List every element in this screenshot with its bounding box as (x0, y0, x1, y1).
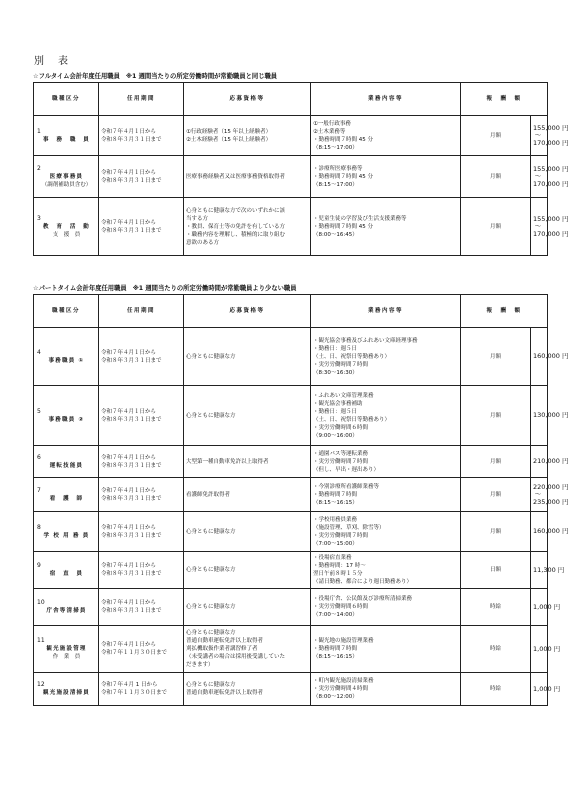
category-name: 事務職員 ② (48, 416, 85, 423)
header-category: 職種区分 (34, 83, 99, 116)
qualification-cell (184, 156, 311, 198)
period-line: 令和７年４月１日から (101, 219, 157, 226)
duty-line: ・勤務時間７時間 45 分 (313, 173, 373, 180)
qualification-cell (184, 589, 311, 626)
header-qualification: 応募資格等 (184, 295, 311, 328)
qualification-line: 心身ともに健康な方で次のいずれかに該 (186, 207, 286, 214)
duty-line: ②土木業務等 (313, 128, 346, 135)
qualification-line: ②土木経験者（15 年以上経験者） (186, 136, 272, 143)
category-name: 医療事務員 (49, 173, 84, 180)
header-pay: 報 酬 額 (461, 295, 548, 328)
category-cell (34, 156, 99, 198)
duties-cell (311, 626, 461, 673)
category-number: 4 (37, 348, 41, 356)
pay-type-cell: 月額 (461, 156, 531, 198)
pay-min: 130,000 円 (533, 411, 568, 420)
category-name: 庁舎等清掃員 (46, 608, 87, 614)
pay-range-tilde: ～ (534, 222, 542, 230)
duty-line: ・町内観光施設清掃業務 (313, 678, 374, 684)
page-title: 別 表 (34, 56, 70, 67)
qualification-cell (184, 328, 311, 386)
period-line: 令和７年４月１日から (101, 600, 157, 606)
duty-line: ・勤務時間７時間 45 分 (313, 223, 373, 230)
pay-min: 155,000 円 (533, 214, 568, 223)
period-line: 令和８年３月３１日まで (101, 416, 162, 423)
pay-min: 155,000 円 (533, 123, 568, 132)
duty-line: ・観光地の施設管理業務 (313, 638, 374, 644)
section-note: ※1 週間当たりの所定労働時間が常勤職員と同じ職員 (125, 73, 278, 80)
duty-line: ・勤務日：週５日 (313, 345, 358, 352)
duties-list (313, 595, 458, 619)
duty-line: ・ふれあい文庫管理業務 (313, 392, 374, 399)
pay-min: 220,000 円 (533, 482, 568, 491)
qualification-line: 心身ともに健康な方 (186, 412, 236, 419)
period-cell (99, 673, 184, 706)
period-cell (99, 156, 184, 198)
duty-line: （9:00～16:00） (313, 432, 358, 439)
duties-list (313, 215, 458, 239)
header-row (34, 83, 548, 116)
duty-line: （8:15～17:00） (313, 144, 358, 151)
pay-min: 155,000 円 (533, 164, 568, 173)
period-line: 令和８年３月３１日まで (101, 532, 162, 539)
pay-amount-cell (531, 589, 561, 626)
section-heading-parttime (33, 283, 297, 292)
duty-line: ・勤務時間：17 時～ (313, 563, 366, 569)
pay-min: 1,000 円 (533, 644, 561, 653)
duties-cell (311, 116, 461, 156)
category-subname: 作 業 員 (52, 654, 81, 660)
qualification-line: 心身ともに健康な方 (186, 353, 236, 360)
category-cell (34, 198, 99, 256)
category-number: 12 (37, 681, 45, 688)
period-line: 令和８年３月３１日まで (101, 462, 162, 469)
category-number: 5 (37, 407, 41, 415)
pay-amount-cell (531, 386, 568, 446)
category-number: 8 (37, 523, 41, 531)
duties-cell (311, 156, 461, 198)
qualification-line: 医療事務経験者又は医療事務資格取得者 (186, 173, 286, 180)
pay-range-tilde: ～ (534, 490, 542, 498)
header-qualification: 応募資格等 (184, 83, 311, 116)
pay-type-cell: 月額 (461, 478, 531, 512)
category-number: 11 (37, 637, 45, 644)
qualification-cell (184, 446, 311, 478)
pay-max: 170,000 円 (533, 180, 568, 188)
category-name: 運転技能員 (49, 462, 84, 469)
table-row (34, 328, 548, 386)
duties-list (313, 450, 458, 474)
qualification-line: 心身ともに健康な方 (186, 528, 236, 535)
duties-list (313, 165, 458, 189)
period-line: 令和７年４月１日から (101, 642, 157, 648)
table-row (34, 552, 548, 589)
duty-line: （土、日、祝祭日等勤務あり） (313, 416, 391, 423)
pay-min: 160,000 円 (533, 352, 568, 361)
duty-line: （請日勤務、都合により週日勤務あり） (313, 579, 413, 585)
period-line: 令和７年４月１日から (101, 408, 157, 415)
table-row (34, 589, 548, 626)
table-row (34, 673, 548, 706)
category-name: 事務職員 ① (48, 357, 85, 364)
pay-max: 170,000 円 (533, 139, 568, 147)
pay-range-tilde: ～ (534, 131, 542, 139)
table-row (34, 198, 548, 256)
pay-amount-cell (531, 626, 561, 673)
period-line: 令和７年４月１日から (101, 454, 157, 461)
duty-line: （8:00～16:45） (313, 231, 358, 238)
period-cell (99, 626, 184, 673)
period-line: 令和７年４月１日から (101, 563, 157, 569)
header-period: 任用期間 (99, 83, 184, 116)
duty-line: （8:15～16:15） (313, 499, 358, 506)
duties-list (313, 483, 458, 507)
period-cell (99, 446, 184, 478)
qualification-line: 当する方 (186, 215, 209, 222)
qualification-cell (184, 626, 311, 673)
duty-line: ①一般行政事務 (313, 120, 351, 127)
section-note: ※1 週間当たりの所定労働時間が常勤職員より少ない職員 (132, 285, 297, 292)
pay-type-cell: 時給 (461, 673, 531, 706)
qualification-line: 大型第一種自動車免許以上取得者 (186, 458, 269, 465)
period-line: 令和７年１１月３０日まで (101, 650, 168, 656)
duty-line: （7:00～15:00） (313, 540, 358, 547)
duties-cell (311, 552, 461, 589)
pay-max: 170,000 円 (533, 230, 568, 238)
category-number: 7 (37, 486, 41, 494)
duty-line: （8:30～16:30） (313, 369, 358, 376)
fulltime-table (33, 82, 568, 256)
period-line: 令和８年３月３１日まで (101, 227, 162, 234)
period-line: 令和８年３月３１日まで (101, 136, 162, 143)
table-row (34, 156, 548, 198)
pay-min: 1,000 円 (533, 684, 561, 693)
qualification-line: 心身ともに健康な方 (186, 630, 236, 636)
pay-amount-cell (531, 198, 568, 256)
duty-line: ・実労労働時間７時間 (313, 361, 369, 368)
duty-line: ・観光協会事務補助 (313, 400, 363, 407)
qualification-line: 心身ともに健康な方 (186, 567, 236, 573)
duty-line: ・勤務時間７時間 45 分 (313, 136, 373, 143)
duty-line: ・児童生徒の学習及び生活支援業務等 (313, 215, 407, 222)
duties-cell (311, 386, 461, 446)
category-cell (34, 626, 99, 673)
qualification-cell (184, 673, 311, 706)
recruitment-table (33, 294, 568, 706)
period-line: 令和８年３月３１日まで (101, 495, 162, 502)
pay-type-cell: 月額 (461, 512, 531, 552)
pay-amount-cell (531, 512, 568, 552)
period-line: 令和８年３月３１日まで (101, 608, 162, 614)
duties-cell (311, 446, 461, 478)
pay-amount-cell (531, 328, 568, 386)
duty-line: （但し、早出・遅出あり） (313, 466, 380, 473)
pay-min: 210,000 円 (533, 457, 568, 466)
duty-line: ・学校用務員業務 (313, 516, 358, 523)
pay-amount-cell (531, 156, 568, 198)
period-cell (99, 478, 184, 512)
category-name: 教 育 活 動 (43, 223, 90, 230)
qualification-line: 心身ともに健康な方 (186, 682, 236, 688)
category-cell (34, 589, 99, 626)
pay-type-cell: 月額 (461, 446, 531, 478)
duties-cell (311, 589, 461, 626)
pay-range-tilde: ～ (534, 172, 542, 180)
qualification-line: 意欲のある方 (186, 239, 220, 246)
pay-amount-cell (531, 673, 561, 706)
duties-list (313, 554, 458, 586)
qualification-cell (184, 512, 311, 552)
qualification-line: ・教員、保育士等の免許を有している方 (186, 223, 286, 230)
period-line: 令和７年４月 1 日から (101, 682, 158, 688)
category-cell (34, 328, 99, 386)
duty-line: ・役場宿直業務 (313, 555, 352, 561)
category-subname: （調剤補助員含む） (41, 181, 92, 188)
pay-type-cell: 月額 (461, 116, 531, 156)
period-line: 令和７年４月１日から (101, 524, 157, 531)
category-name: 観光施設清掃員 (43, 690, 90, 696)
category-name: 事 務 職 員 (43, 136, 90, 143)
pay-type-cell: 時給 (461, 626, 531, 673)
duty-line: ・勤務時間７時間 (313, 646, 358, 652)
duty-line: ・勤務日：週５日 (313, 408, 358, 415)
pay-type-cell: 時給 (461, 589, 531, 626)
qualification-line: （未受講者の場合は採用後受講していた (186, 654, 286, 660)
header-pay: 報 酬 額 (461, 83, 548, 116)
category-name: 観光施設管理 (46, 646, 87, 652)
duty-line: ・実労労働時間４時間 (313, 686, 369, 692)
duty-line: ・役場庁舎、公民館及び診療所清掃業務 (313, 596, 413, 602)
qualification-line: 心身ともに健康な方 (186, 604, 236, 610)
duty-line: ・実労労働時間６時間 (313, 424, 369, 431)
duty-line: （施設管理、草刈、除雪等） (313, 524, 385, 531)
duties-cell (311, 478, 461, 512)
period-cell (99, 386, 184, 446)
category-number: 3 (37, 214, 41, 222)
duty-line: ・今別診療所看護師業務等 (313, 483, 380, 490)
pay-amount-cell (531, 446, 568, 478)
pay-min: 160,000 円 (533, 527, 568, 536)
duties-cell (311, 198, 461, 256)
duties-list (313, 392, 458, 440)
duty-line: ・勤務時間７時間 (313, 491, 358, 498)
duty-line: （8:15～16:15） (313, 654, 358, 660)
category-number: 2 (37, 164, 41, 172)
category-subname: 支 援 員 (52, 231, 81, 238)
section-title: ☆フルタイム会計年度任用職員 (33, 73, 120, 80)
header-period: 任用期間 (99, 295, 184, 328)
qualification-cell (184, 478, 311, 512)
pay-min: 1,000 円 (533, 602, 561, 611)
duty-line: （土、日、祝祭日等勤務あり） (313, 353, 391, 360)
duty-line: ・実労労働時間７時間 (313, 458, 369, 465)
category-number: 6 (37, 453, 41, 461)
category-name: 看 護 師 (49, 495, 84, 502)
pay-type-cell: 月額 (461, 328, 531, 386)
pay-type-cell: 日額 (461, 552, 531, 589)
table-row (34, 386, 548, 446)
duty-line: （8:15～17:00） (313, 181, 358, 188)
duty-line: ・通園バス等運転業務 (313, 450, 369, 457)
qualification-line: 普通自動車運転免許以上取得者 (186, 690, 264, 696)
duty-line: 翌日午前８時１５分 (313, 571, 363, 577)
category-cell (34, 116, 99, 156)
duty-line: ・観光協会事務及びふれあい文庫経理事務 (313, 337, 418, 344)
section-title: ☆パートタイム会計年度任用職員 (33, 285, 127, 292)
period-line: 令和７年４月１日から (101, 487, 157, 494)
pay-amount-cell (531, 116, 568, 156)
duty-line: （7:00～14:00） (313, 612, 358, 618)
category-number: 10 (37, 599, 45, 606)
period-line: 令和７年４月１日から (101, 169, 157, 176)
category-number: 9 (37, 562, 41, 569)
pay-type-cell: 月額 (461, 386, 531, 446)
qualification-line: だきます） (186, 662, 214, 668)
table-row (34, 478, 548, 512)
period-cell (99, 552, 184, 589)
category-cell (34, 478, 99, 512)
qualification-line: ①行政経験者（15 年以上経験者） (186, 128, 272, 135)
duty-line: （8:00～12:00） (313, 694, 358, 700)
duties-list (313, 677, 458, 701)
section-heading-fulltime (33, 71, 277, 80)
pay-type-cell: 月額 (461, 198, 531, 256)
duty-line: ・実労労働時間６時間 (313, 604, 369, 610)
category-number: 1 (37, 127, 41, 135)
period-line: 令和７年１１月３０日まで (101, 690, 168, 696)
period-line: 令和７年４月１日から (101, 349, 157, 356)
period-cell (99, 328, 184, 386)
period-line: 令和８年３月３１日まで (101, 571, 162, 577)
duties-cell (311, 328, 461, 386)
category-cell (34, 386, 99, 446)
duties-cell (311, 512, 461, 552)
duties-list (313, 120, 458, 152)
qualification-line: 看護師免許取得者 (186, 491, 231, 498)
table-row (34, 446, 548, 478)
category-cell (34, 673, 99, 706)
table-row (34, 626, 548, 673)
qualification-line: 刈払機取扱作業者講習修了者 (186, 646, 258, 652)
period-cell (99, 589, 184, 626)
category-cell (34, 552, 99, 589)
duties-list (313, 337, 458, 377)
period-line: 令和７年４月１日から (101, 128, 157, 135)
qualification-line: ・職務内容を理解し、積極的に取り組む (186, 231, 286, 238)
category-name: 宿 直 員 (49, 571, 84, 577)
pay-amount-cell (531, 552, 565, 589)
table-row (34, 116, 548, 156)
duty-line: ・実労労働時間７時間 (313, 532, 369, 539)
category-name: 学 校 用 務 員 (43, 532, 90, 539)
qualification-cell (184, 116, 311, 156)
period-line: 令和８年３月３１日まで (101, 177, 162, 184)
period-cell (99, 116, 184, 156)
pay-min: 11,300 円 (533, 565, 565, 574)
qualification-cell (184, 552, 311, 589)
duty-line: ・診療所医療事務等 (313, 165, 363, 172)
pay-amount-cell (531, 478, 568, 512)
header-duties: 業務内容等 (311, 83, 461, 116)
duties-list (313, 516, 458, 548)
header-category: 職種区分 (34, 295, 99, 328)
parttime-table (33, 294, 568, 706)
duties-cell (311, 673, 461, 706)
period-cell (99, 512, 184, 552)
category-cell (34, 512, 99, 552)
qualification-cell (184, 198, 311, 256)
pay-max: 235,000 円 (533, 498, 568, 506)
qualification-cell (184, 386, 311, 446)
header-duties: 業務内容等 (311, 295, 461, 328)
period-cell (99, 198, 184, 256)
duties-list (313, 637, 458, 661)
period-line: 令和８年３月３１日まで (101, 357, 162, 364)
header-row (34, 295, 548, 328)
qualification-line: 普通自動車運転免許以上取得者 (186, 638, 264, 644)
category-cell (34, 446, 99, 478)
table-row (34, 512, 548, 552)
recruitment-table (33, 82, 568, 256)
